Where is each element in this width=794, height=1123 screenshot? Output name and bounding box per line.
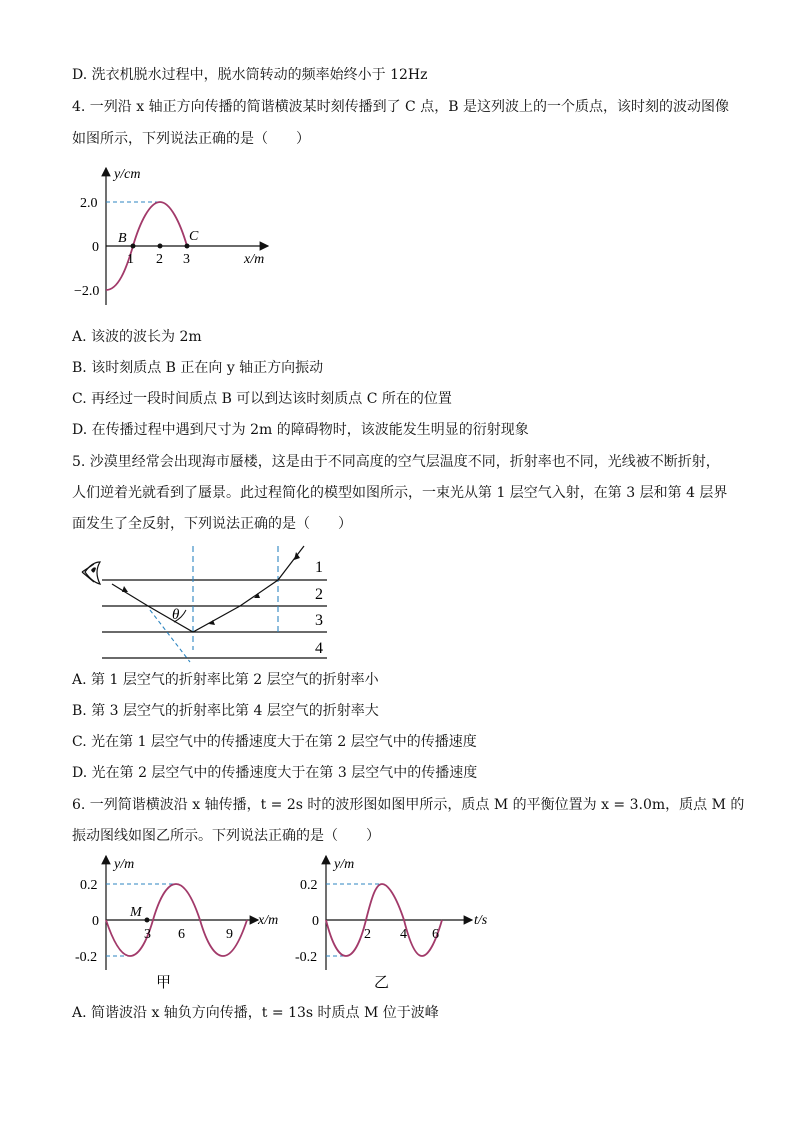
q5-mirage-figure — [72, 540, 342, 665]
t-tick-4: 4 — [400, 927, 407, 942]
eye-icon — [82, 562, 100, 584]
x-tick-9: 9 — [226, 927, 233, 942]
q5-option-a: A. 第 1 层空气的折射率比第 2 层空气的折射率小 — [72, 672, 379, 688]
light-ray-path — [112, 546, 304, 632]
point-c-label: C — [189, 229, 199, 244]
q6-stem-line1: 6. 一列简谐横波沿 x 轴传播，t = 2s 时的波形图如图甲所示，质点 M 的平衡位置为 x = 3.0m，质点 M 的 — [72, 797, 745, 813]
x-tick-1: 1 — [127, 252, 134, 267]
layer-label-1: 1 — [315, 559, 323, 576]
x-axis-label: x/m — [258, 913, 279, 928]
q3-option-d: D. 洗衣机脱水过程中，脱水筒转动的频率始终小于 12Hz — [72, 67, 428, 83]
x-tick-3: 3 — [144, 927, 151, 942]
y-tick-top: 0.2 — [80, 878, 98, 893]
q5-option-b: B. 第 3 层空气的折射率比第 4 层空气的折射率大 — [72, 703, 379, 719]
q4-stem-line2: 如图所示，下列说法正确的是（ ） — [72, 131, 310, 147]
ray-arrow-4 — [122, 586, 128, 592]
q6-vibration-figure-yi — [292, 852, 502, 997]
y-tick-top: 2.0 — [80, 196, 98, 211]
y-tick-zero: 0 — [312, 914, 319, 929]
layer-label-3: 3 — [315, 612, 323, 629]
q5-stem-line1: 5. 沙漠里经常会出现海市蜃楼，这是由于不同高度的空气层温度不同，折射率也不同，光线被不断折射， — [72, 454, 720, 470]
t-tick-6: 6 — [432, 927, 439, 942]
q5-stem-line3: 面发生了全反射，下列说法正确的是（ ） — [72, 516, 352, 532]
q4-wave-figure — [72, 160, 282, 310]
t-tick-2: 2 — [364, 927, 371, 942]
y-tick-zero: 0 — [92, 240, 99, 255]
q5-stem-line2: 人们逆着光就看到了蜃景。此过程简化的模型如图所示，一束光从第 1 层空气入射，在第 3 层和第 4 层界 — [72, 485, 728, 501]
y-tick-zero: 0 — [92, 914, 99, 929]
q4-option-d: D. 在传播过程中遇到尺寸为 2m 的障碍物时，该波能发生明显的衍射现象 — [72, 422, 529, 438]
point-m-dot — [145, 918, 150, 923]
q5-option-c: C. 光在第 1 层空气中的传播速度大于在第 2 层空气中的传播速度 — [72, 734, 477, 750]
x-axis-label: x/m — [244, 252, 265, 267]
q6-wave-figure-jia — [72, 852, 292, 997]
y-tick-bottom: -0.2 — [295, 950, 318, 965]
point-b-label: B — [118, 231, 127, 246]
q4-option-a: A. 该波的波长为 2m — [72, 329, 202, 345]
q4-stem-line1: 4. 一列沿 x 轴正方向传播的简谐横波某时刻传播到了 C 点，B 是这列波上的一个质点，该时刻的波动图像 — [72, 99, 729, 115]
y-tick-bottom: −2.0 — [74, 284, 100, 299]
layer-label-4: 4 — [315, 640, 323, 657]
figure-caption-yi: 乙 — [374, 975, 390, 991]
q5-option-d: D. 光在第 2 层空气中的传播速度大于在第 3 层空气中的传播速度 — [72, 765, 478, 781]
point-2-dot — [158, 244, 163, 249]
y-axis-label: y/m — [334, 857, 355, 872]
x-tick-2: 2 — [156, 252, 163, 267]
y-tick-top: 0.2 — [300, 878, 318, 893]
q4-option-b: B. 该时刻质点 B 正在向 y 轴正方向振动 — [72, 360, 324, 376]
point-b-dot — [131, 244, 136, 249]
extension-dash — [150, 610, 190, 662]
y-axis-label: y/m — [114, 857, 135, 872]
y-tick-bottom: -0.2 — [75, 950, 98, 965]
q6-option-a: A. 简谐波沿 x 轴负方向传播，t = 13s 时质点 M 位于波峰 — [72, 1005, 439, 1021]
q6-stem-line2: 振动图线如图乙所示。下列说法正确的是（ ） — [72, 828, 380, 844]
q4-option-c: C. 再经过一段时间质点 B 可以到达该时刻质点 C 所在的位置 — [72, 391, 452, 407]
x-tick-6: 6 — [178, 927, 185, 942]
figure-caption-jia: 甲 — [156, 975, 172, 991]
point-m-label: M — [130, 905, 142, 920]
layer-label-2: 2 — [315, 586, 323, 603]
t-axis-label: t/s — [474, 913, 488, 928]
point-c-dot — [185, 244, 190, 249]
x-tick-3: 3 — [183, 252, 190, 267]
angle-theta-label: θ — [172, 607, 180, 623]
y-axis-label: y/cm — [114, 167, 141, 182]
